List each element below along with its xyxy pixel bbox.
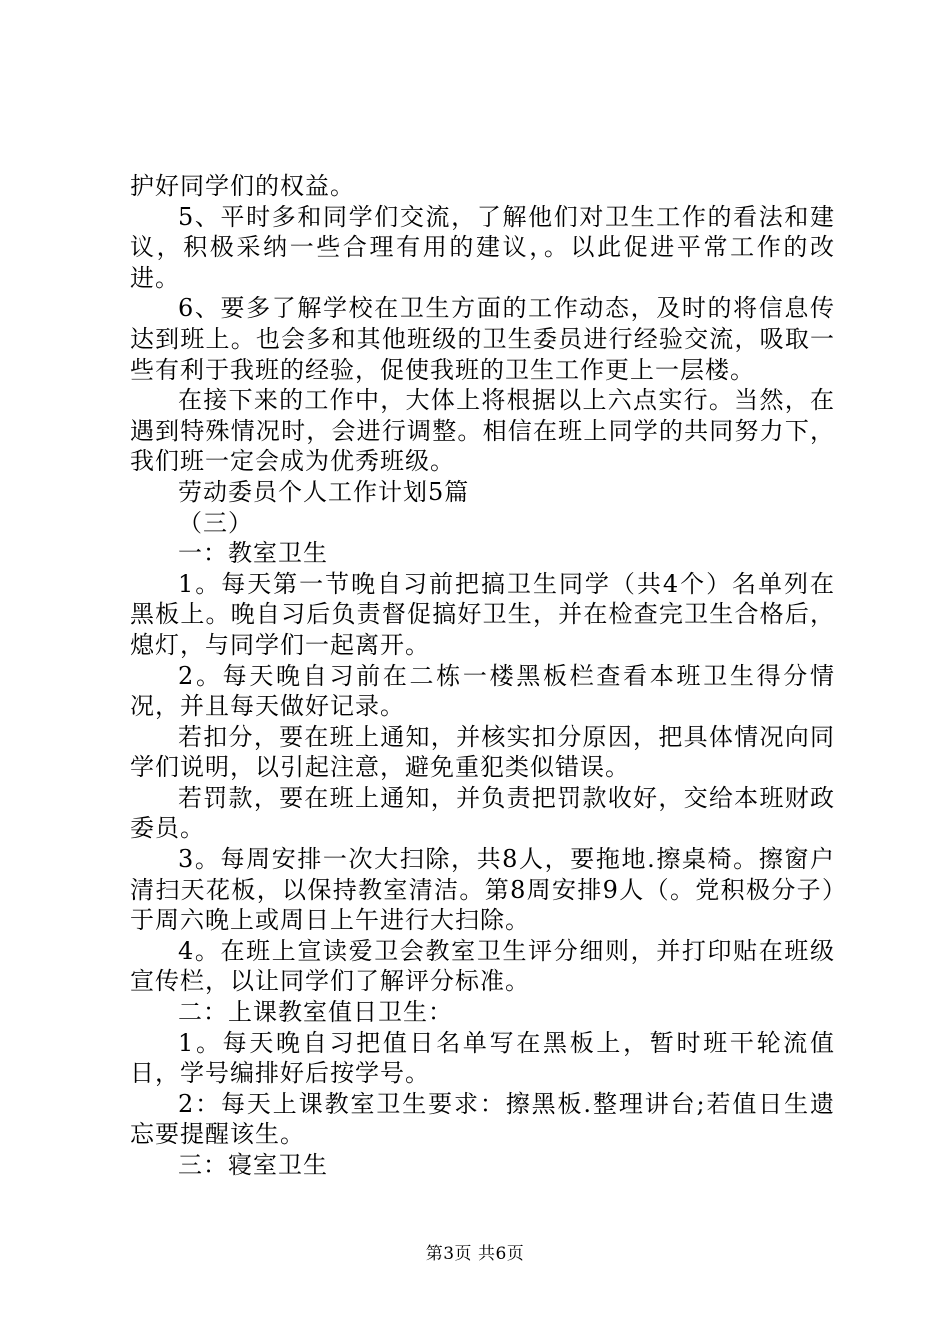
paragraph: 2。每天晚自习前在二栋一楼黑板栏查看本班卫生得分情况，并且每天做好记录。 [130,661,835,721]
paragraph: 6、要多了解学校在卫生方面的工作动态，及时的将信息传达到班上。也会多和其他班级的卫生委员进行经验交流，吸取一些有利于我班的经验，促使我班的卫生工作更上一层楼。 [130,294,835,384]
section-heading: 劳动委员个人工作计划5篇 [178,477,470,506]
paragraph: 若扣分，要在班上通知，并核实扣分原因，把具体情况向同学们说明，以引起注意，避免重犯类似错误。 [130,722,835,782]
paragraph: 若罚款，要在班上通知，并负责把罚款收好，交给本班财政委员。 [130,783,835,843]
paragraph: 1。每天第一节晚自习前把搞卫生同学（共4个）名单列在黑板上。晚自习后负责督促搞好卫生，并在检查完卫生合格后，熄灯，与同学们一起离开。 [130,569,835,659]
paragraph: 在接下来的工作中，大体上将根据以上六点实行。当然，在遇到特殊情况时，会进行调整。相信在班上同学的共同努力下，我们班一定会成为优秀班级。 [130,386,835,476]
paragraph: 1。每天晚自习把值日名单写在黑板上，暂时班干轮流值日，学号编排好后按学号。 [130,1028,835,1088]
section-heading: 三：寝室卫生 [178,1151,328,1179]
paragraph: 5、平时多和同学们交流，了解他们对卫生工作的看法和建议，积极采纳一些合理有用的建议，。以此促进平常工作的改进。 [130,202,835,292]
section-heading: （三） [178,508,253,537]
paragraph: 2：每天上课教室卫生要求：擦黑板.整理讲台;若值日生遗忘要提醒该生。 [130,1089,835,1149]
section-heading: 一：教室卫生 [178,539,328,568]
paragraph: 护好同学们的权益。 [130,172,355,200]
section-heading: 二：上课教室值日卫生： [178,998,453,1027]
paragraph: 4。在班上宣读爱卫会教室卫生评分细则，并打印贴在班级宣传栏，以让同学们了解评分标准。 [130,936,835,996]
body-text [130,171,835,1181]
paragraph: 3。每周安排一次大扫除，共8人，要拖地.擦桌椅。擦窗户清扫天花板，以保持教室清洁。第8周安排9人（。党积极分子）于周六晚上或周日上午进行大扫除。 [130,845,835,935]
page-number-footer: 第3页 共6页 [425,1244,525,1264]
